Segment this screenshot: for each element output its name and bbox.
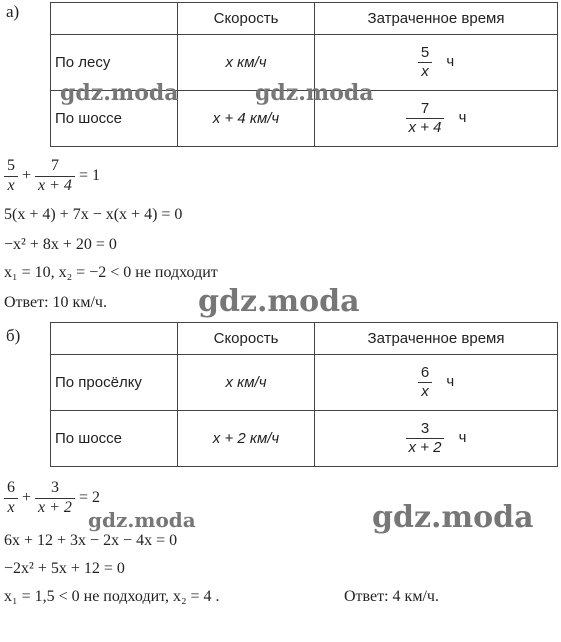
time-unit: ч bbox=[446, 373, 455, 391]
row-name: По шоссе bbox=[51, 411, 178, 467]
eq-operator: + bbox=[22, 488, 32, 506]
time-unit: ч bbox=[458, 109, 467, 127]
row-speed: x км/ч bbox=[178, 35, 315, 91]
part-b-line4: x₁ = 1,5 < 0 не подходит, x₂ = 4 . bbox=[4, 588, 220, 605]
row-time bbox=[315, 411, 558, 467]
table-header-row bbox=[51, 323, 558, 355]
part-b-line3: −2x² + 5x + 12 = 0 bbox=[4, 560, 125, 577]
fraction-denominator: x + 4 bbox=[35, 176, 75, 195]
watermark-logo: gdz.moda bbox=[255, 80, 374, 106]
part-a-line2: 5(x + 4) + 7x − x(x + 4) = 0 bbox=[4, 206, 183, 223]
fraction-numerator: 5 bbox=[420, 44, 430, 62]
header-time: Затраченное время bbox=[315, 323, 558, 355]
watermark-logo: gdz.moda bbox=[198, 284, 360, 319]
fraction-denominator: x + 4 bbox=[406, 118, 445, 136]
time-unit: ч bbox=[446, 53, 455, 71]
row-speed: x км/ч bbox=[178, 355, 315, 411]
part-a-line3: −x² + 8x + 20 = 0 bbox=[4, 236, 117, 253]
eq-fraction-1 bbox=[4, 158, 18, 195]
fraction-denominator: x + 2 bbox=[406, 438, 445, 456]
eq-fraction-2 bbox=[35, 480, 75, 517]
row-speed: x + 2 км/ч bbox=[178, 411, 315, 467]
watermark-logo: gdz.moda bbox=[60, 80, 179, 106]
time-fraction bbox=[418, 365, 432, 400]
part-a-label: а) bbox=[6, 2, 20, 21]
part-b-answer: Ответ: 4 км/ч. bbox=[344, 588, 439, 605]
row-time bbox=[315, 355, 558, 411]
fraction-denominator: x bbox=[418, 62, 432, 80]
watermark-logo: gdz.moda bbox=[88, 508, 196, 532]
fraction-numerator: 3 bbox=[420, 420, 430, 438]
watermark-logo: gdz.moda bbox=[372, 500, 534, 535]
eq-rhs: = 1 bbox=[78, 166, 100, 184]
fraction-denominator: x bbox=[4, 498, 17, 517]
time-fraction bbox=[406, 101, 445, 136]
part-a-answer: Ответ: 10 км/ч. bbox=[4, 294, 107, 311]
part-b-table bbox=[50, 322, 558, 467]
row-name: По шоссе bbox=[51, 91, 178, 147]
fraction-numerator: 5 bbox=[7, 157, 15, 174]
header-time: Затраченное время bbox=[315, 3, 558, 35]
fraction-numerator: 6 bbox=[420, 364, 430, 382]
header-speed: Скорость bbox=[178, 323, 315, 355]
fraction-denominator: x bbox=[418, 382, 432, 400]
fraction-numerator: 6 bbox=[7, 479, 15, 496]
part-b-line2: 6x + 12 + 3x − 2x − 4x = 0 bbox=[4, 532, 178, 549]
eq-rhs: = 2 bbox=[78, 488, 100, 506]
row-name: По просёлку bbox=[51, 355, 178, 411]
row-name: По лесу bbox=[51, 35, 178, 91]
eq-fraction-1 bbox=[4, 480, 18, 517]
header-speed: Скорость bbox=[178, 3, 315, 35]
fraction-denominator: x + 2 bbox=[35, 498, 75, 517]
table-row bbox=[51, 355, 558, 411]
fraction-numerator: 7 bbox=[50, 157, 59, 174]
part-b-label: б) bbox=[6, 326, 21, 345]
table-header-row bbox=[51, 3, 558, 35]
fraction-numerator: 7 bbox=[420, 100, 430, 118]
fraction-denominator: x bbox=[4, 176, 17, 195]
part-a-table bbox=[50, 2, 558, 147]
time-fraction bbox=[418, 45, 432, 80]
time-unit: ч bbox=[458, 429, 467, 447]
time-fraction bbox=[406, 421, 445, 456]
table-row bbox=[51, 411, 558, 467]
eq-fraction-2 bbox=[35, 158, 75, 195]
row-speed: x + 4 км/ч bbox=[178, 91, 315, 147]
header-empty bbox=[51, 3, 178, 35]
eq-operator: + bbox=[22, 166, 32, 184]
fraction-numerator: 3 bbox=[50, 479, 59, 496]
part-b-equation bbox=[4, 480, 100, 517]
part-a-equation bbox=[4, 158, 100, 195]
part-a-line4: x₁ = 10, x₂ = −2 < 0 не подходит bbox=[4, 264, 218, 281]
header-empty bbox=[51, 323, 178, 355]
